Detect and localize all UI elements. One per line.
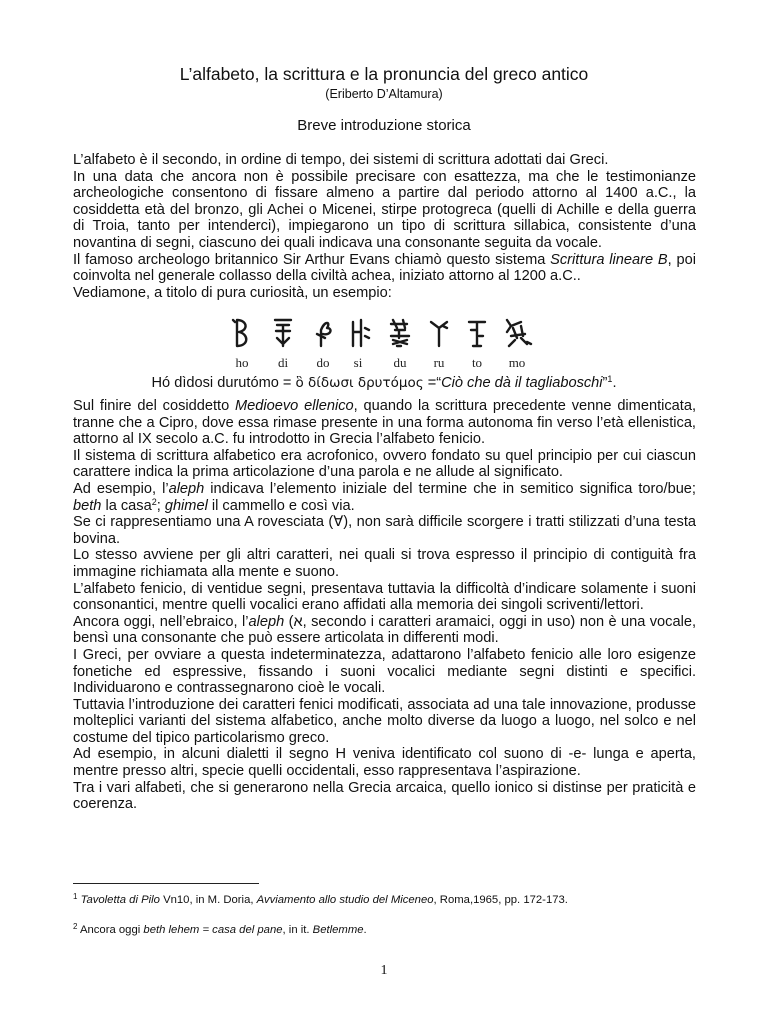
syllable-label: si [353, 355, 363, 370]
emphasis-text: aleph [168, 480, 205, 497]
linear-b-sign-icon [431, 322, 447, 346]
text-run: il cammello e così via. [207, 497, 355, 514]
footnote-ref[interactable]: 2 [151, 496, 157, 507]
paragraph: Vediamone, a titolo di pura curiosità, un esempio: [73, 284, 392, 301]
text-run: Il famoso archeologo britannico Sir Arthur Evans chiamò questo sistema [73, 251, 551, 268]
paragraph [73, 614, 696, 647]
caption-transliteration: Hó dìdosi durutómo = [151, 375, 296, 391]
intro-text [73, 152, 696, 301]
text-run: ; [156, 497, 165, 514]
text-run: . [612, 375, 617, 391]
text-run: Ancora oggi, nell’ebraico, l’ [73, 613, 249, 630]
linear-b-sign-icon [469, 322, 485, 346]
footnote-number: 1 [73, 892, 78, 901]
paragraph [73, 398, 696, 448]
paragraph: L’alfabeto è il secondo, in ordine di tempo, dei sistemi di scrittura adottati dai Greci. [73, 152, 609, 168]
syllable-label: mo [508, 355, 526, 370]
text-run: (א, secondo i caratteri aramaici, oggi in uso) non è una vocale, bensì una consonante che può essere articolata in differenti modi. [73, 613, 696, 647]
main-text [73, 398, 696, 813]
paragraph: I Greci, per ovviare a questa indeterminatezza, adattarono l’alfabeto fenicio alle loro esigenze fonetiche ed espressive, fissando i suoni vocalici mediante segni distinti e specifici. Individuarono e contrassegnarono cioè le vocali. [73, 646, 696, 697]
text-run: , Roma,1965, pp. 172-173. [433, 894, 568, 906]
caption-translation: Ciò che dà il tagliaboschi [441, 375, 603, 391]
footnote-number: 2 [73, 922, 78, 931]
paragraph: Tuttavia l’introduzione dei caratteri fenici modificati, associata ad una tale innovazione, produsse molteplici varianti del sistema alfabetico, anche molto diverse da luogo a luogo, nel solco e nel costume del tipico particolarismo greco. [73, 696, 696, 746]
footnote-2 [73, 923, 696, 937]
linear-b-figure [231, 316, 537, 372]
paragraph: Il sistema di scrittura alfabetico era acrofonico, ovvero fondato su quel principio per cui ciascun carattere indica la prima articolazione d’una parola e ne allude al significato. [73, 447, 696, 481]
linear-b-sign-icon [275, 320, 291, 346]
emphasis-text: Scrittura lineare B [550, 251, 668, 268]
emphasis-text: Avviamento allo studio del Miceneo [256, 894, 434, 906]
emphasis-text: Medioevo ellenico [235, 398, 354, 414]
linear-b-sign-icon [353, 320, 369, 346]
paragraph: L’alfabeto fenicio, di ventidue segni, presentava tuttavia la difficoltà d’indicare solamente i suoni consonantici, mentre quelli vocalici erano affidati alla memoria dei singoli scriventi/lettori. [73, 580, 696, 614]
text-run: Ancora oggi [77, 924, 144, 936]
text-run: , poi coinvolta nel generale collasso della civiltà achea, iniziato attorno al 1200 a.C.. [73, 251, 696, 285]
linear-b-sign-icon [317, 323, 330, 346]
text-run: Ad esempio, l’ [73, 480, 169, 497]
paragraph [73, 252, 696, 285]
syllable-label: ho [235, 355, 249, 370]
text-run: . [363, 924, 367, 936]
paragraph: Ad esempio, in alcuni dialetti il segno H veniva identificato col suono di -e- lunga e aperta, mentre presso altri, specie quelli occidentali, esso rappresentava l’aspirazione. [73, 746, 696, 780]
linear-b-sign-icon [233, 320, 246, 346]
syllable-label: ru [433, 355, 445, 370]
page-number: 1 [380, 963, 388, 978]
linear-b-sign-icon [391, 320, 409, 346]
figure-caption [0, 374, 768, 392]
text-run: , quando la scrittura precedente venne dimenticata, tranne che a Cipro, dove essa rimase presente in una forma autonoma fin verso l’età ellenistica, attorno al IX secolo a.C. fu introdotto in Grecia l’alfabeto fenicio. [73, 398, 697, 448]
text-run: Sul finire del cosiddetto [73, 398, 236, 414]
paragraph: In una data che ancora non è possibile precisare con esattezza, ma che le testimonianze archeologiche consentono di fissare almeno a partire dal periodo attorno al 1400 a.C., la cosiddetta età del bronzo, gli Achei o Micenei, stirpe protogreca (quelli di Achille e della guerra di Troia, tanto per intenderci), impiegarono un tipo di scrittura sillabica, consistente d’una novantina di segni, ciascuno dei quali indicava una consonante seguita da vocale. [73, 168, 696, 251]
syllable-label: di [277, 355, 289, 370]
emphasis-text: beth lehem = casa del pane [143, 924, 283, 936]
syllable-label: to [471, 355, 483, 370]
paragraph: Se ci rappresentiamo una A rovesciata (∀), non sarà difficile scorgere i tratti stilizzati d’una testa bovina. [73, 514, 696, 547]
text-run: ” [602, 375, 608, 391]
section-title: Breve introduzione storica [297, 117, 471, 134]
emphasis-text: beth [73, 497, 102, 514]
syllable-label: do [316, 355, 330, 370]
footnote-1 [73, 893, 696, 907]
syllable-label: du [393, 355, 407, 370]
emphasis-text: Tavoletta di Pilo [80, 894, 160, 906]
footnote-ref[interactable]: 1 [607, 374, 613, 384]
paragraph [73, 481, 696, 514]
text-run: =“ [423, 375, 442, 391]
emphasis-text: ghimel [164, 497, 208, 514]
caption-greek: ὃ δίδωσι δρυτόμος [295, 375, 424, 391]
linear-b-sign-icon [507, 320, 531, 346]
paragraph: Lo stesso avviene per gli altri caratteri, nei quali si trova espresso il principio di contiguità fra immagine richiamata alla mente e suono. [73, 547, 696, 580]
text-run: , in it. [282, 924, 313, 936]
emphasis-text: aleph [248, 613, 285, 630]
document-title: L’alfabeto, la scrittura e la pronuncia del greco antico [179, 64, 589, 84]
emphasis-text: Betlemme [312, 924, 364, 936]
text-run: indicava l’elemento iniziale del termine che in semitico significa toro/bue; [204, 480, 696, 497]
paragraph: Tra i vari alfabeti, che si generarono nella Grecia arcaica, quello ionico si distinse per praticità e coerenza. [73, 779, 696, 813]
document-author: (Eriberto D’Altamura) [325, 87, 443, 101]
footnote-divider [73, 883, 259, 884]
text-run: la casa [101, 497, 152, 514]
text-run: Vn10, in M. Doria, [159, 894, 257, 906]
